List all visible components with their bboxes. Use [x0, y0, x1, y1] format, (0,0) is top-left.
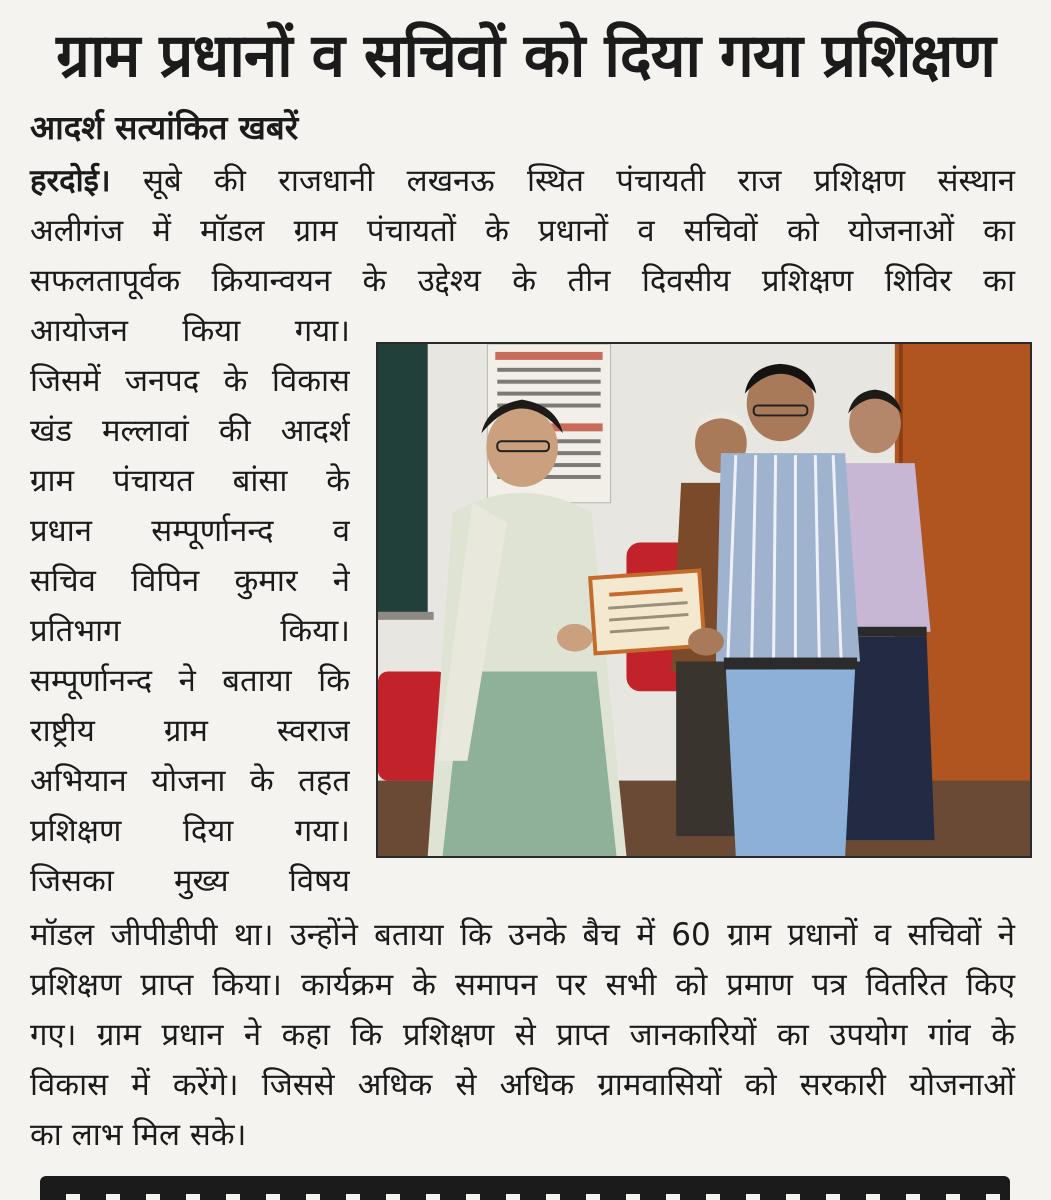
column-line: जिसमें जनपद के विकास: [30, 363, 350, 399]
intro-line-3: सफलतापूर्वक क्रियान्वयन के उद्देश्य के तीन दिवसीय प्रशिक्षण शिविर का: [30, 263, 1015, 299]
headline: ग्राम प्रधानों व सचिवों को दिया गया प्रशिक्षण: [56, 21, 995, 91]
certificate-ceremony-illustration: [378, 344, 1030, 856]
side-column: [30, 306, 350, 906]
intro-paragraph: [30, 156, 1015, 306]
next-headline-fragment: [40, 1172, 1010, 1200]
dateline: हरदोई।: [30, 163, 111, 199]
chalkboard: [378, 344, 428, 612]
closing-line-5: का लाभ मिल सके।: [30, 1117, 247, 1153]
column-line: खंड मल्लावां की आदर्श: [30, 413, 350, 449]
certificate: [590, 570, 704, 653]
intro-line-1: [30, 156, 1015, 206]
column-line: राष्ट्रीय ग्राम स्वराज: [30, 713, 350, 749]
byline: आदर्श सत्यांकित खबरें: [30, 108, 299, 147]
column-line: प्रतिभाग किया।: [30, 613, 350, 649]
column-line: सम्पूर्णानन्द ने बताया कि: [30, 663, 350, 699]
intro-line-2: अलीगंज में मॉडल ग्राम पंचायतों के प्रधानों व सचिवों को योजनाओं का: [30, 213, 1015, 249]
column-line: जिसका मुख्य विषय: [30, 863, 350, 899]
column-line: प्रधान सम्पूर्णानन्द व: [30, 513, 350, 549]
column-line: ग्राम पंचायत बांसा के: [30, 463, 350, 499]
column-line: सचिव विपिन कुमार ने: [30, 563, 350, 599]
closing-line-2: प्रशिक्षण प्राप्त किया। कार्यक्रम के समापन पर सभी को प्रमाण पत्र वितरित किए: [30, 967, 1015, 1003]
news-photo: [376, 342, 1032, 858]
intro-line-1-text: सूबे की राजधानी लखनऊ स्थित पंचायती राज प्रशिक्षण संस्थान: [110, 163, 1015, 199]
column-line: आयोजन किया गया।: [30, 313, 350, 349]
closing-paragraph: [30, 910, 1015, 1160]
closing-line-1: मॉडल जीपीडीपी था। उन्होंने बताया कि उनके बैच में 60 ग्राम प्रधानों व सचिवों ने: [30, 917, 1015, 953]
closing-line-4: विकास में करेंगे। जिससे अधिक से अधिक ग्रामवासियों को सरकारी योजनाओं: [30, 1067, 1015, 1103]
closing-line-3: गए। ग्राम प्रधान ने कहा कि प्रशिक्षण से प्राप्त जानकारियों का उपयोग गांव के: [30, 1017, 1015, 1053]
column-line: प्रशिक्षण दिया गया।: [30, 813, 350, 849]
column-line: अभियान योजना के तहत: [30, 763, 350, 799]
